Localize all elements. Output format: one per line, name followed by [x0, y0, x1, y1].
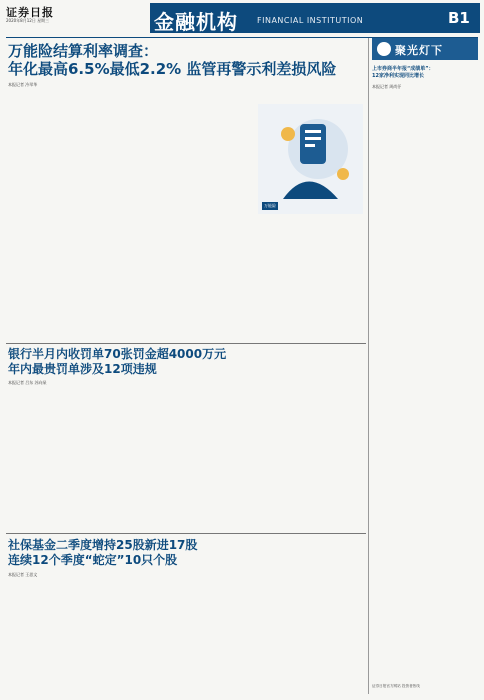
- sidebar-body: [372, 92, 478, 680]
- section-title: 金融机构: [154, 10, 238, 34]
- story2-byline: 本报记者 吕东 苏向杲: [8, 380, 47, 385]
- story-divider-2: [6, 533, 366, 534]
- issue-date: 2020年8月12日 星期三: [6, 18, 50, 23]
- story-divider-1: [6, 343, 366, 344]
- story3-headline-line2: 连续12个季度“蛇定”10只个股: [8, 553, 178, 567]
- story3-byline: 本报记者 王思文: [8, 572, 38, 577]
- story2-column-4: [228, 388, 294, 530]
- story3-column-2: [80, 580, 150, 692]
- story2-headline-line2: 年内最贵罚单涉及12项违规: [8, 362, 157, 376]
- story3-headline-line1: 社保基金二季度增持25股新进17股: [8, 538, 198, 552]
- story1-headline-line1: 万能险结算利率调查：: [8, 42, 159, 60]
- newspaper-logo: 证券日报: [6, 6, 54, 19]
- story2-column-3: [154, 388, 224, 530]
- story1-column-2: [88, 90, 168, 342]
- story2-headline: [8, 347, 363, 377]
- story2-column-2: [80, 388, 150, 530]
- story3-headline: [8, 538, 363, 568]
- story1-byline: 本报记者 冷翠华: [8, 82, 38, 87]
- column-divider: [368, 38, 369, 694]
- section-title-en: FINANCIAL INSTITUTION: [257, 16, 364, 25]
- story1-column-1: [8, 90, 84, 342]
- story3-column-5: [298, 580, 364, 692]
- sidebar-banner-text: 聚光灯下: [395, 44, 443, 57]
- sidebar-byline: 本报记者 周尚伃: [372, 84, 402, 89]
- story1-column-3: [172, 90, 254, 342]
- sidebar-headline-line1: 上市券商半年报“成绩单”：: [372, 66, 434, 72]
- sidebar-footer: 证券日报官方网站 投资者热线: [372, 684, 420, 688]
- story1-column-4: [258, 218, 363, 342]
- sidebar-headline-line2: 12家净利实现同比增长: [372, 73, 424, 79]
- story1-headline-line2: 年化最高6.5%最低2.2% 监管再警示利差损风险: [8, 60, 337, 78]
- story3-column-1: [8, 580, 76, 692]
- spotlight-icon: [377, 42, 391, 56]
- story3-column-4: [228, 580, 294, 692]
- story2-column-5: [298, 388, 364, 530]
- page-number: B1: [448, 9, 470, 27]
- insurance-illustration: [258, 104, 363, 214]
- story1-headline: [8, 42, 363, 78]
- story3-column-3: [154, 580, 224, 692]
- story2-column-1: [8, 388, 76, 530]
- story2-headline-line1: 银行半月内收罚单70张罚金超4000万元: [8, 347, 227, 361]
- sidebar-headline: [372, 66, 434, 80]
- illustration-label: 万能险: [264, 203, 276, 208]
